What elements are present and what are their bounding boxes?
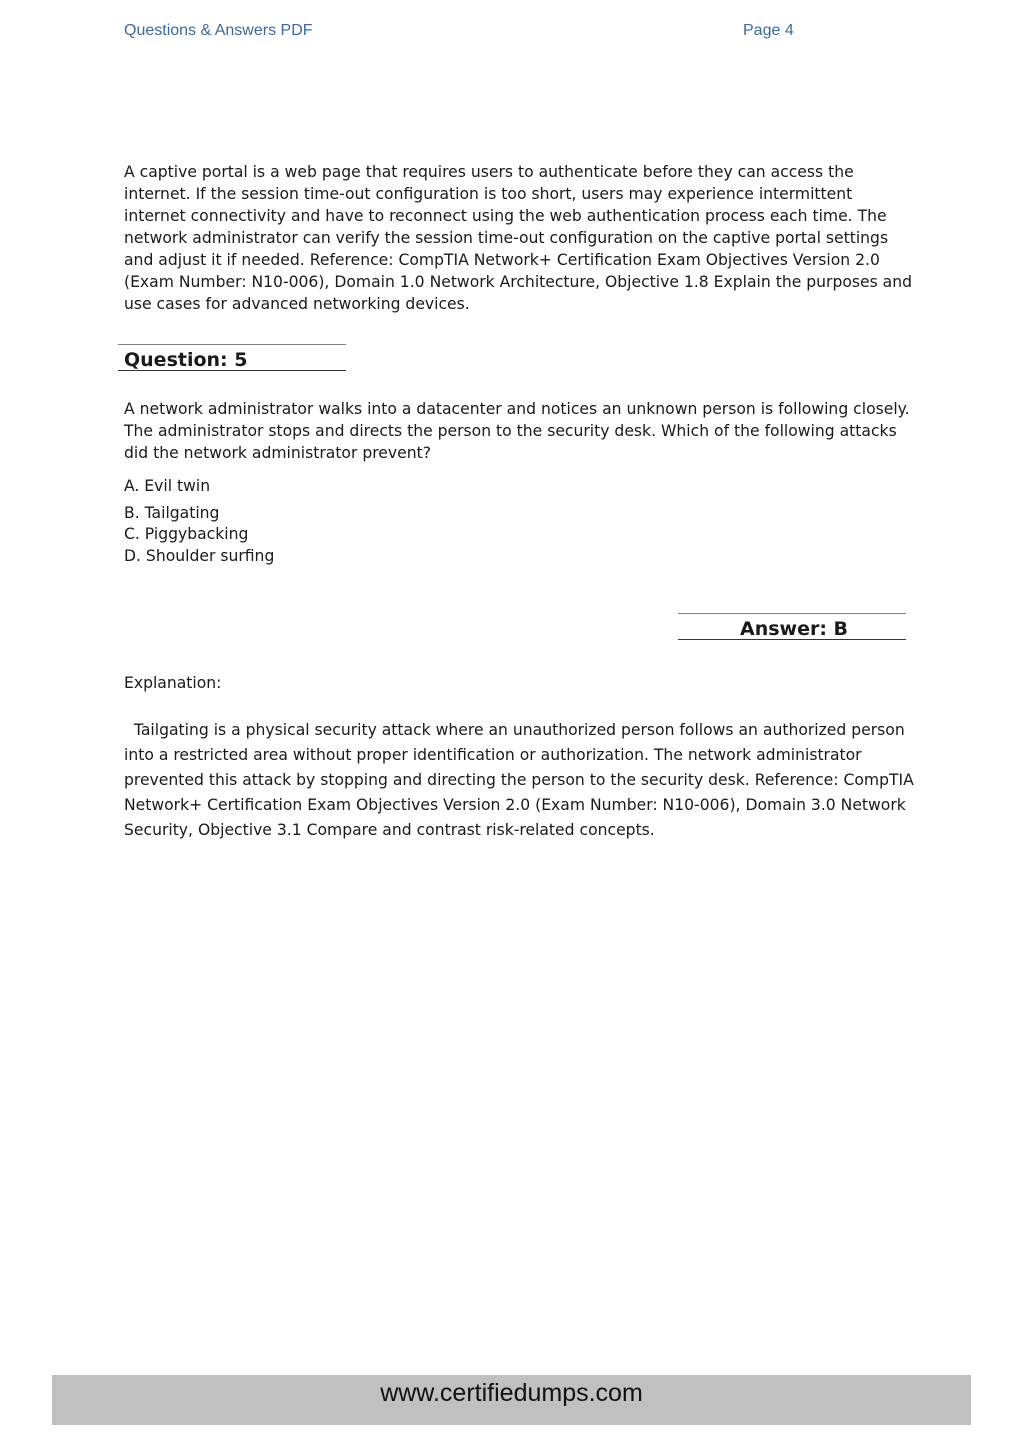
question-rule-bottom — [118, 370, 346, 371]
footer-banner — [52, 1375, 971, 1425]
previous-explanation-text: A captive portal is a web page that requires users to authenticate before they can access the internet. If the session time-out configuration is too short, users may experience intermittent internet connectivity and have to reconnect using the web authentication process each time. The network administrator can verify the session time-out configuration on the captive portal settings and adjust it if needed. Reference: CompTIA Network+ Certification Exam Objectives Version 2.0 (Exam Number: N10-006), Domain 1.0 Network Architecture, Objective 1.8 Explain the purposes and use cases for advanced networking devices. — [124, 163, 913, 313]
option-a: A. Evil twin — [124, 477, 211, 495]
page-number: Page 4 — [743, 22, 794, 39]
option-c: C. Piggybacking — [124, 525, 249, 543]
header-title: Questions & Answers PDF — [124, 22, 313, 39]
explanation-text: Tailgating is a physical security attack where an unauthorized person follows an authorized person into a restricted area without proper identification or authorization. The network administrator prevented this attack by stopping and directing the person to the security desk. Reference: CompTIA Network+ Certification Exam Objectives Version 2.0 (Exam Number: N10-006), Domain 3.0 Network Security, Objective 3.1 Compare and contrast risk-related concepts. — [124, 721, 919, 839]
answer-rule-top — [678, 613, 906, 614]
footer-url[interactable]: www.certifiedumps.com — [380, 1379, 643, 1407]
question-rule-top — [118, 344, 346, 345]
question-title: Question: 5 — [124, 349, 248, 371]
question-text: A network administrator walks into a datacenter and notices an unknown person is following closely. The administrator stops and directs the person to the security desk. Which of the following attacks did the network administrator prevent? — [124, 400, 910, 462]
explanation-label: Explanation: — [124, 674, 222, 692]
answer-rule-bottom — [678, 639, 906, 640]
option-d: D. Shoulder surfing — [124, 547, 275, 565]
answer-label: Answer: B — [740, 618, 849, 640]
option-b: B. Tailgating — [124, 504, 220, 522]
